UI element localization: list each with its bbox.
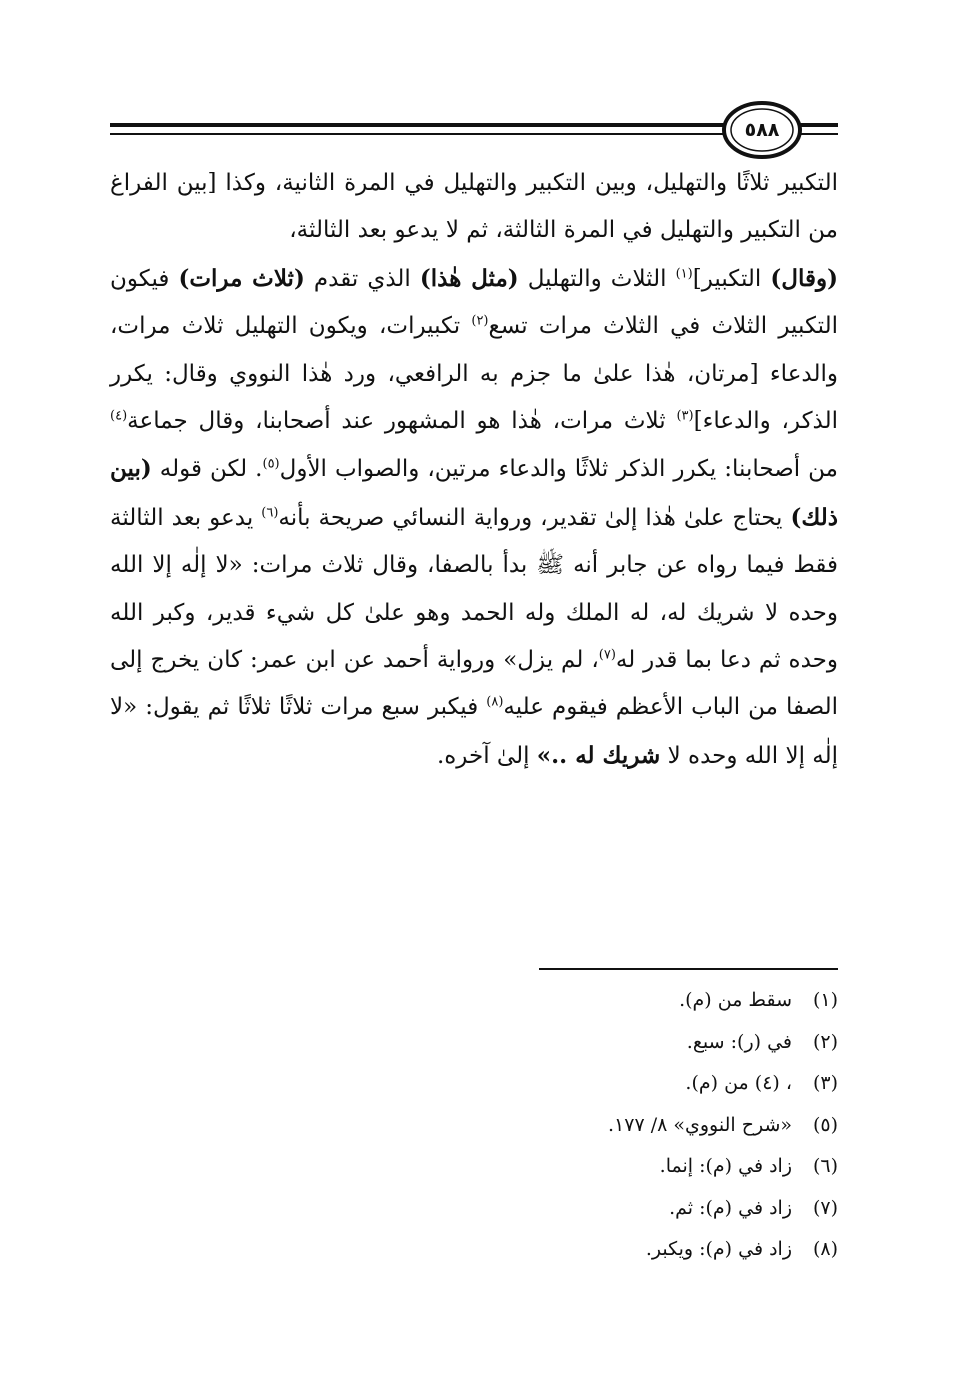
footnote-item bbox=[110, 980, 838, 1022]
footnote-text: ، (٤) من (م). bbox=[685, 1072, 792, 1094]
footnote-item bbox=[110, 1146, 838, 1188]
footnote-text: سقط من (م). bbox=[679, 989, 792, 1011]
text-segment: . لكن قوله bbox=[151, 456, 263, 483]
footnote-text: في (ر): سبع. bbox=[686, 1030, 792, 1053]
bold-term: (ثلاث مرات) bbox=[178, 264, 305, 292]
text-segment: تكبيرات، ويكون التهليل ثلاث مرات، والدعاء [مرتان، هٰذا علىٰ ما جزم به الرافعي، ورد هٰذا النووي وقال: يكرر الذكر، والدعاء] bbox=[110, 313, 838, 435]
text-segment: من أصحابنا: يكرر الذكر ثلاثًا والدعاء مرتين، والصواب الأول bbox=[279, 456, 838, 483]
footnote-number: (٣) bbox=[812, 1072, 838, 1094]
footnote-number: (١) bbox=[812, 989, 838, 1011]
footnote-item bbox=[110, 1022, 838, 1064]
page-header bbox=[110, 98, 838, 162]
footnote-text: زاد في (م): ويكبر. bbox=[645, 1238, 792, 1260]
footnote-ref-2: (٢) bbox=[471, 313, 489, 329]
footnote-number: (٧) bbox=[812, 1196, 838, 1219]
text-segment: ثلاث مرات، هٰذا هو المشهور عند أصحابنا، وقال جماعة bbox=[127, 408, 677, 435]
footnote-number: (٨) bbox=[812, 1238, 838, 1260]
footnote-ref-4: (٤) bbox=[110, 408, 128, 424]
footnote-item bbox=[110, 1229, 838, 1271]
text-segment: ، لم يزل» ورواية أحمد عن ابن عمر: كان يخرج إلى الصفا من الباب الأعظم فيقوم عليه bbox=[110, 647, 838, 721]
text-segment: التكبير ثلاثًا والتهليل، وبين التكبير والتهليل في المرة الثانية، وكذا [بين الفراغ من التكبير والتهليل في المرة الثالثة، ثم لا يدعو بعد الثالثة، bbox=[110, 170, 838, 244]
text-segment: التكبير] bbox=[692, 265, 771, 292]
footnotes-list bbox=[110, 980, 838, 1271]
bold-term: (مثل هٰذا) bbox=[419, 264, 519, 292]
text-segment: الثلاث والتهليل bbox=[518, 265, 676, 292]
footnote-ref-8: (٨) bbox=[486, 694, 504, 710]
bold-term: (بين ذلك) bbox=[110, 455, 838, 531]
footnote-item bbox=[110, 1105, 838, 1147]
footnote-ref-6: (٦) bbox=[261, 505, 279, 521]
body-paragraph bbox=[110, 160, 838, 780]
text-segment: إلىٰ آخره. bbox=[436, 742, 537, 769]
footnote-item bbox=[110, 1063, 838, 1105]
footnote-number: (٢) bbox=[812, 1030, 838, 1053]
text-segment: فيكبر سبع مرات ثلاثًا ثلاثًا ثم يقول: «لا إلٰه إلا الله وحده لا bbox=[110, 694, 838, 769]
footnote-ref-1: (١) bbox=[675, 266, 693, 282]
text-segment: فيكون التكبير الثلاث في الثلاث مرات تسع bbox=[110, 265, 838, 340]
footnote-text: «شرح النووي» ٨/ ١٧٧. bbox=[607, 1113, 792, 1136]
footnote-separator bbox=[539, 968, 838, 970]
footnote-ref-3: (٣) bbox=[676, 408, 694, 424]
footnote-text: زاد في (م): ثم. bbox=[669, 1196, 792, 1219]
footnote-text: زاد في (م): إنما. bbox=[659, 1155, 792, 1177]
footnote-number: (٥) bbox=[812, 1113, 838, 1136]
bold-term: (وقال) bbox=[770, 264, 838, 292]
footnote-number: (٦) bbox=[812, 1155, 838, 1177]
footnote-item bbox=[110, 1188, 838, 1230]
bold-term: شريك له ..» bbox=[536, 741, 661, 769]
page-number: ٥٨٨ bbox=[744, 119, 780, 141]
text-segment: يحتاج علىٰ هٰذا إلىٰ تقدير، ورواية النسائي صريحة بأنه bbox=[278, 504, 791, 531]
text-segment: يدعو بعد الثالثة فقط فيما رواه عن جابر أنه ﷺ بدأ بالصفا، وقال ثلاث مرات: «لا إلٰه إلا الله وحده لا شريك له، له الملك وله الحمد وهو علىٰ كل شيء قدير، وكبر الله وحده ثم دعا بما قدر له bbox=[110, 504, 839, 674]
footnote-ref-7: (٧) bbox=[598, 647, 616, 663]
footnote-ref-5: (٥) bbox=[262, 456, 280, 472]
text-segment: الذي تقدم bbox=[304, 265, 420, 292]
